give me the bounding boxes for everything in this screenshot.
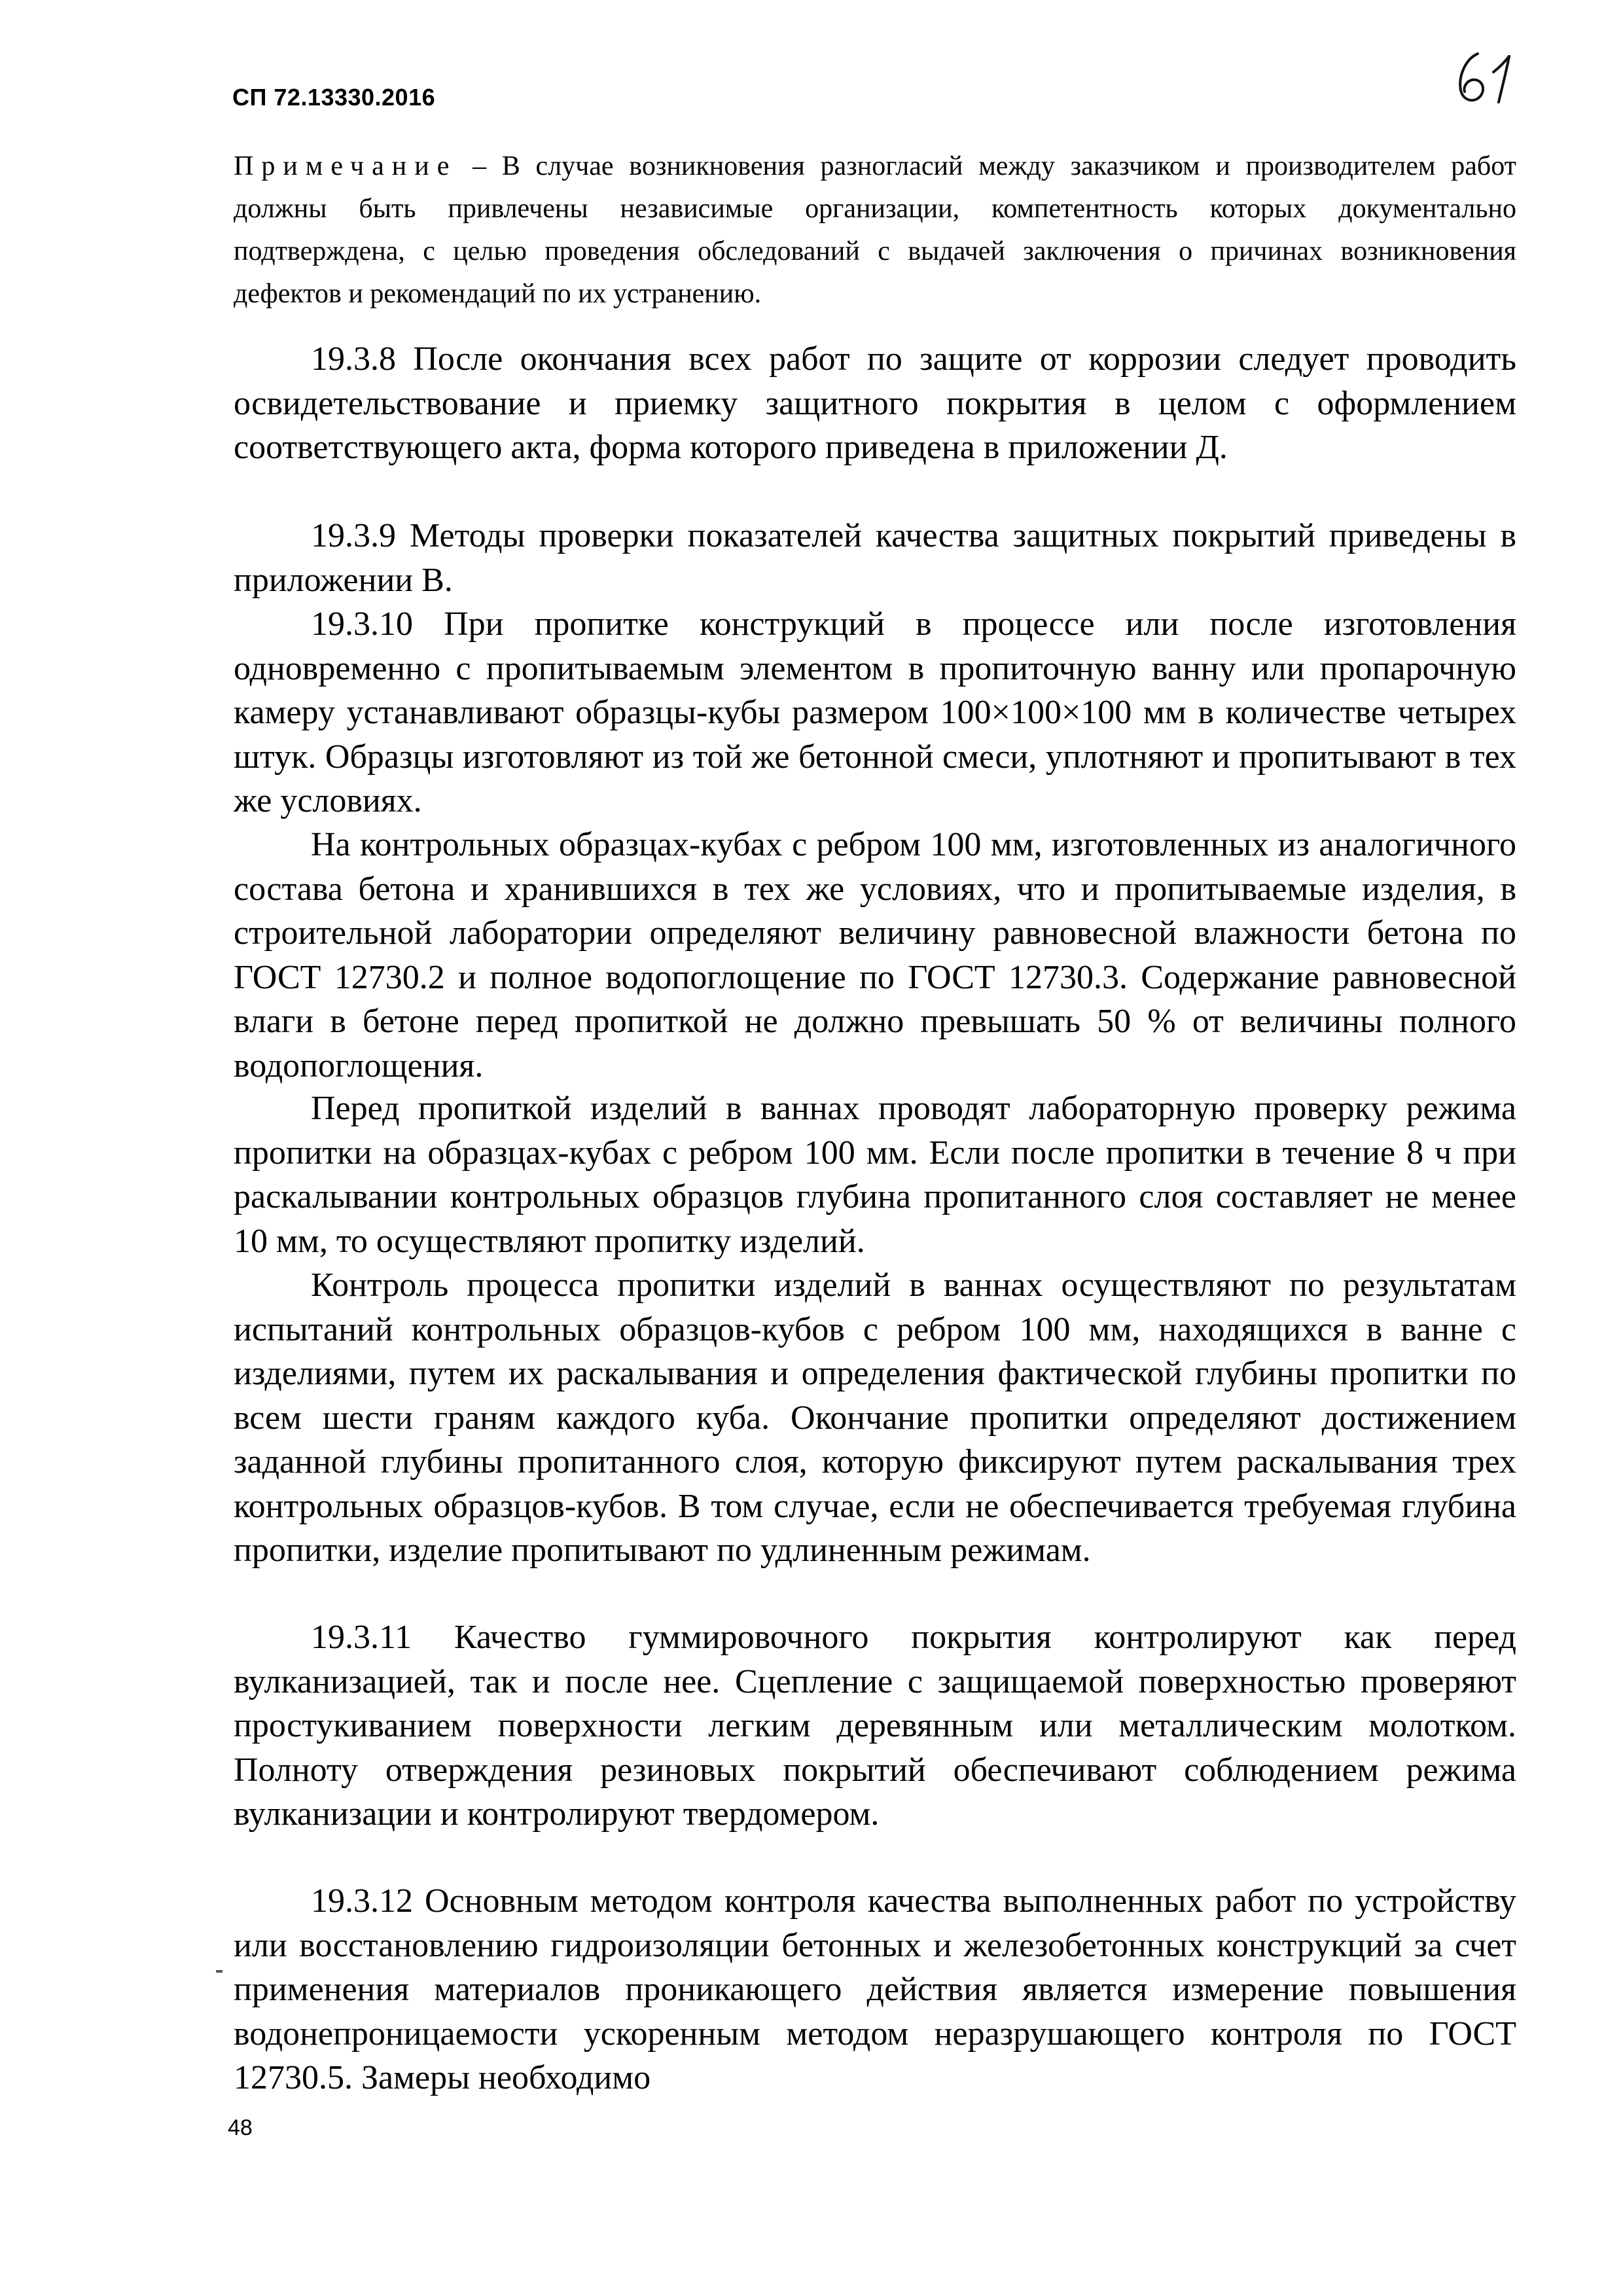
note-paragraph [234,145,1516,315]
paragraph-19-3-12: 19.3.12 Основным методом контроля качества выполненных работ по устройству или восстановлению гидроизоляции бетонных и железобетонных конструкций за счет применения материалов проникающего действия является измерение повышения водонепроницаемости ускоренным методом неразрушающего контроля по ГОСТ 12730.5. Замеры необходимо [234,1882,1516,2096]
note-text: В случае возникновения разногласий между заказчиком и производителем работ должны быть привлечены независимые организации, компетентность которых документально подтверждена, с целью проведения обследований с выдачей заключения о причинах возникновения дефектов и рекомендаций по их устранению. [234,151,1516,309]
paragraph-19-3-10: 19.3.10 При пропитке конструкций в процессе или после изготовления одновременно с пропитываемым элементом в пропиточную ванну или пропарочную камеру устанавливают образцы-кубы размером 100×100×100 мм в количестве четырех штук. Образцы изготовляют из той же бетонной смеси, уплотняют и пропитывают в тех же условиях. [234,605,1516,819]
paragraph-lab-check: Перед пропиткой изделий в ваннах проводят лабораторную проверку режима пропитки на образцах-кубах с ребром 100 мм. Если после пропитки в течение 8 ч при раскалывании контрольных образцов глубина пропитанного слоя составляет не менее 10 мм, то осуществляют пропитку изделий. [234,1090,1516,1260]
handwritten-page-mark-icon [1446,39,1525,111]
paragraph-19-3-8: 19.3.8 После окончания всех работ по защите от коррозии следует проводить освидетельствование и приемку защитного покрытия в целом с оформлением соответствующего акта, форма которого приведена в приложении Д. [234,340,1516,466]
note-label: Примечание [234,151,457,181]
paragraph-19-3-9: 19.3.9 Методы проверки показателей качества защитных покрытий приведены в приложении В. [234,517,1516,599]
document-code: СП 72.13330.2016 [232,84,436,111]
margin-mark [216,1970,223,1973]
paragraph-process-control: Контроль процесса пропитки изделий в ваннах осуществляют по результатам испытаний контрольных образцов-кубов с ребром 100 мм, находящихся в ванне с изделиями, путем их раскалывания и определения фактической глубины пропитки по всем шести граням каждого куба. Окончание пропитки определяют достижением заданной глубины пропитанного слоя, которую фиксируют путем раскалывания трех контрольных образцов-кубов. В том случае, если не обеспечивается требуемая глубина пропитки, изделие пропитывают по удлиненным режимам. [234,1266,1516,1569]
handwritten-page-number [1446,39,1525,111]
paragraph-control-cubes: На контрольных образцах-кубах с ребром 100 мм, изготовленных из аналогичного состава бетона и хранившихся в тех же условиях, что и пропитываемые изделия, в строительной лаборатории определяют величину равновесной влажности бетона по ГОСТ 12730.2 и полное водопоглощение по ГОСТ 12730.3. Содержание равновесной влаги в бетоне перед пропиткой не должно превышать 50 % от величины полного водопоглощения. [234,826,1516,1085]
page-number: 48 [228,2115,253,2140]
note-dash: – [457,151,502,181]
paragraph-19-3-11: 19.3.11 Качество гуммировочного покрытия контролируют как перед вулканизацией, так и после нее. Сцепление с защищаемой поверхностью проверяют простукиванием поверхности легким деревянным или металлическим молотком. Полноту отверждения резиновых покрытий обеспечивают соблюдением режима вулканизации и контролируют твердомером. [234,1619,1516,1833]
